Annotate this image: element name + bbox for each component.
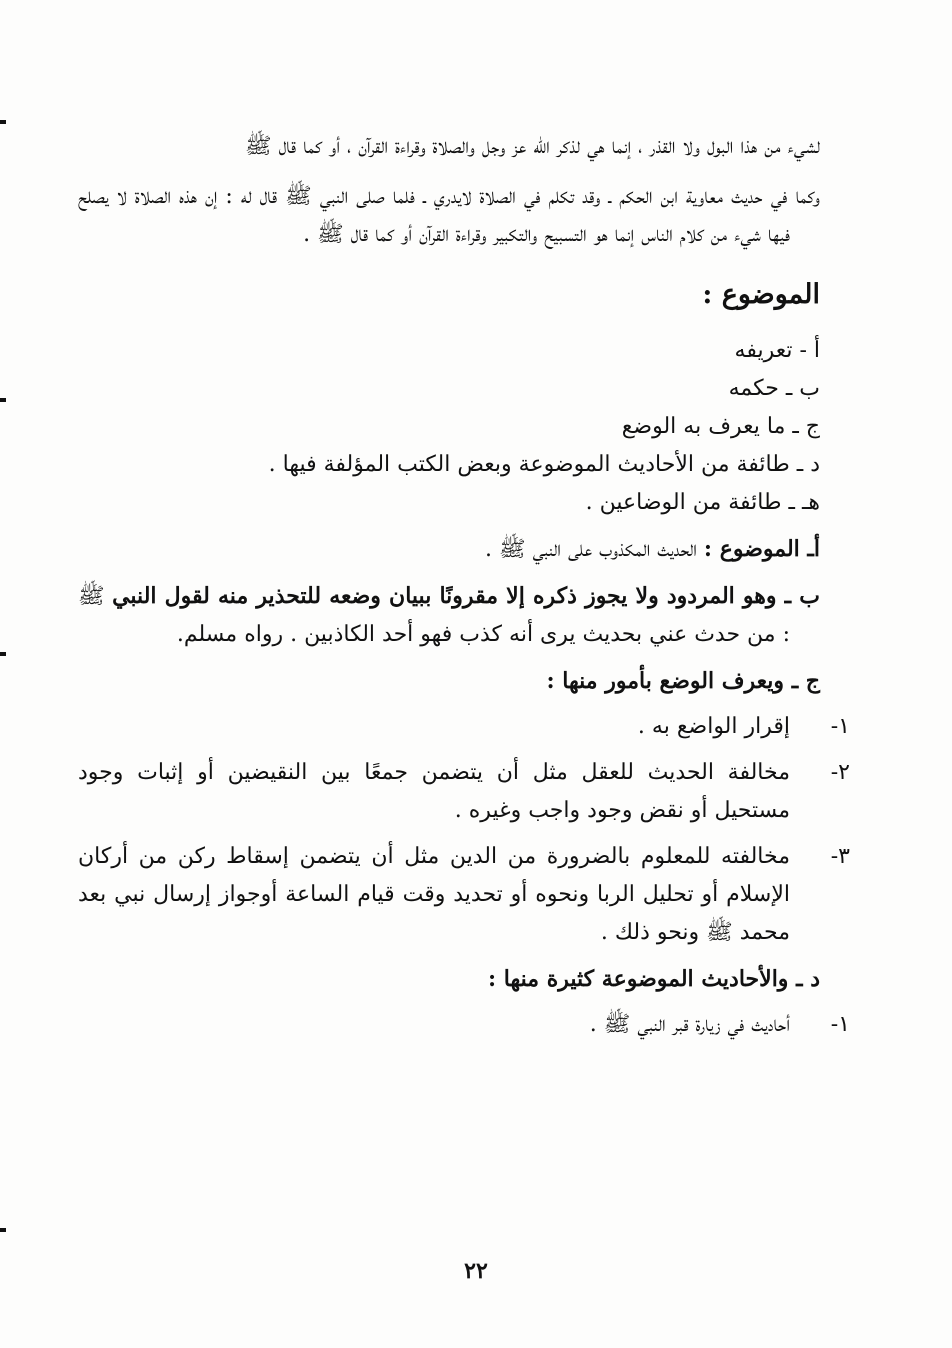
scan-mark: [0, 398, 6, 402]
ruling: [78, 577, 820, 654]
sign-item: [78, 754, 850, 830]
signs-heading: ج ـ ويعرف الوضع بأمور منها :: [546, 668, 820, 694]
page-number: ٢٢: [464, 1258, 488, 1284]
page-body: [78, 128, 850, 1044]
item-number: ٢-: [830, 760, 850, 785]
section-heading: الموضوع :: [702, 279, 820, 310]
fabricated-heading: د ـ والأحاديث الموضوعة كثيرة منها :: [488, 966, 820, 992]
definition-label: أـ الموضوع :: [703, 536, 820, 562]
paragraph-2: وكما في حديث معاوية ابن الحكم ـ وقد تكلم في الصلاة لايدري ـ فلما صلى النبي ﷺ قال له : إن هذه الصلاة لا يصلح فيها شيء من كلام الناس إنما هو التسبيح والتكبير وقراءة القرآن أو كما قال ﷺ .: [78, 184, 820, 247]
item-text: أحاديث في زيارة قبر النبي ﷺ .: [589, 1012, 790, 1037]
fabricated-item: [78, 1006, 850, 1044]
outline-item: ج ـ ما يعرف به الوضع: [621, 414, 820, 439]
item-number: ١-: [830, 1012, 850, 1037]
scan-mark: [0, 1228, 6, 1232]
outline-item: هـ ـ طائفة من الوضاعين .: [585, 490, 820, 515]
outline-item: د ـ طائفة من الأحاديث الموضوعة وبعض الكتب المؤلفة فيها .: [268, 452, 820, 477]
paragraph-1: لشيء من هذا البول ولا القذر ، إنما هي لذكر الله عز وجل والصلاة وقراءة القرآن ، أو كما قال ﷺ: [245, 134, 820, 159]
ruling-text: ﷺ : من حدث عني بحديث يرى أنه كذب فهو أحد الكاذبين . رواه مسلم.: [78, 584, 790, 647]
item-text: مخالفة الحديث للعقل مثل أن يتضمن جمعًا بين النقيضين أو إثبات وجود مستحيل أو نقض وجود واجب وغيره .: [78, 760, 790, 823]
scan-mark: [0, 120, 6, 124]
item-text: مخالفته للمعلوم بالضرورة من الدين مثل أن يتضمن إسقاط ركن من أركان الإسلام أو تحليل الربا ونحوه أو تحديد وقت قيام الساعة أوجواز إرسال نبي بعد محمد ﷺ ونحو ذلك .: [78, 844, 790, 945]
definition: [78, 530, 820, 569]
scan-mark: [0, 652, 6, 656]
item-text: إقرار الواضع به .: [637, 714, 790, 739]
sign-item: [78, 708, 850, 746]
item-number: ٣-: [830, 844, 850, 869]
outline-item: أ - تعريفه: [734, 338, 820, 363]
outline-item: ب ـ حكمه: [728, 376, 820, 401]
definition-text: الحديث المكذوب على النبي ﷺ .: [485, 537, 697, 562]
outline-list: [78, 332, 820, 522]
sign-item: [78, 838, 850, 952]
item-number: ١-: [830, 714, 850, 739]
ruling-label: ب ـ وهو المردود ولا يجوز ذكره إلا مقرونًا ببيان وضعه للتحذير منه لقول النبي: [112, 583, 820, 609]
